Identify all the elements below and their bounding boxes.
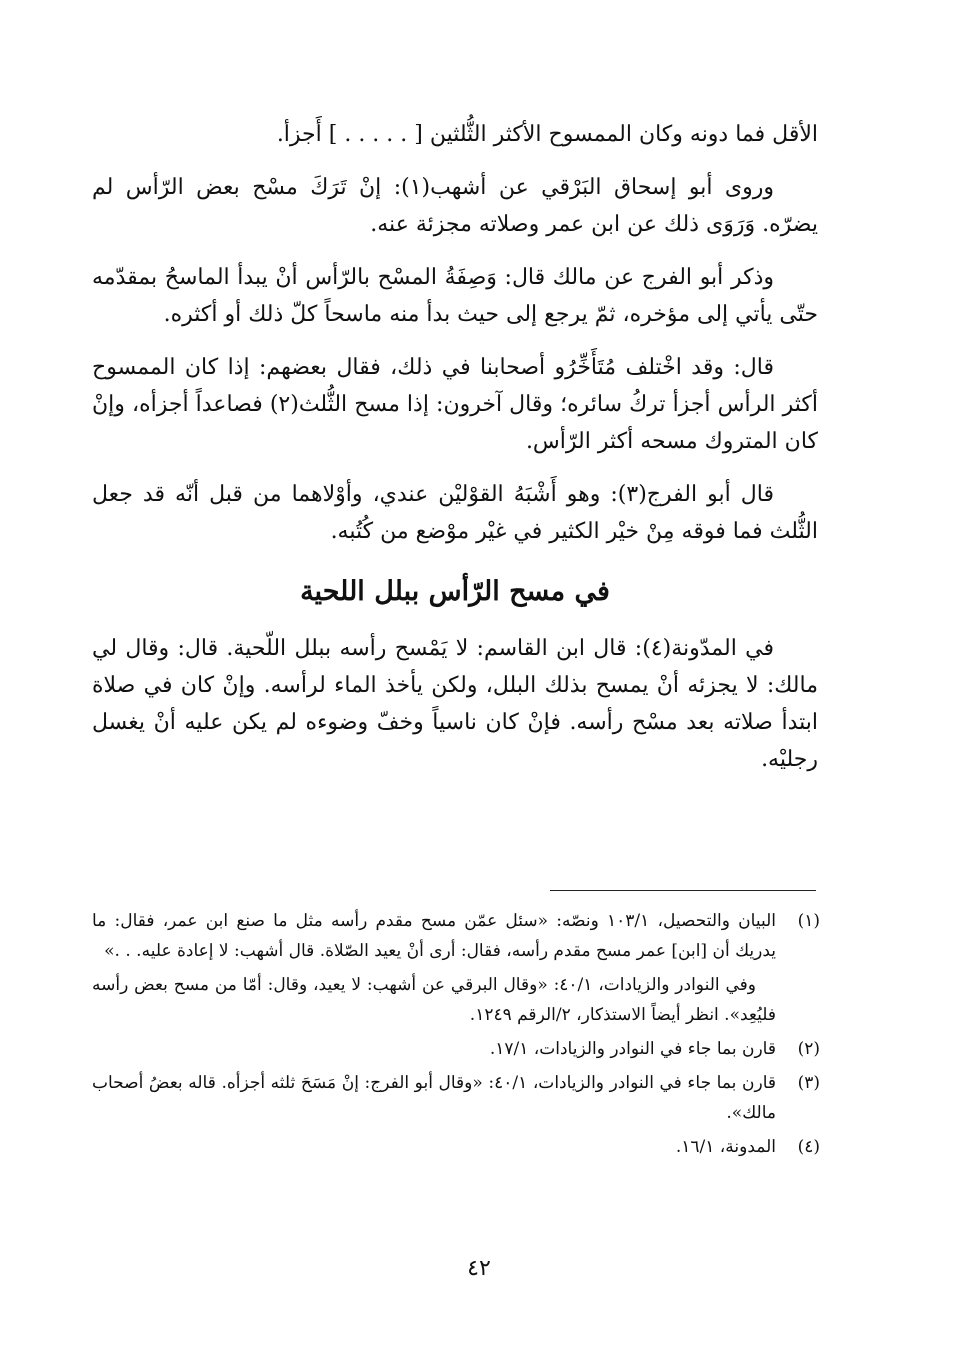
footnote-text: المدونة، ١٦/١. [675,1137,776,1157]
footnote-4 [92,1132,820,1162]
page-number: ٤٢ [467,1256,491,1281]
footnotes [92,906,820,1166]
paragraph-3: وذكر أبو الفرج عن مالك قال: وَصِفَةُ المسْح بالرّأس أنْ يبدأ الماسحُ بمقدّمه حتّى يأتي إلى مؤخره، ثمّ يرجع إلى حيث بدأ منه ماسحاً كلّ ذلك أو أكثره. [92,265,818,327]
paragraph-4: قال: وقد اخْتلف مُتَأَخِّرُو أصحابنا في ذلك، فقال بعضهم: إذا كان الممسوح أكثر الرأس أجزأ تركُ سائره؛ وقال آخرون: إذا مسح الثُّلث(٢) فصاعداً أجزأه، وإنْ كان المتروك مسحه أكثر الرّأس. [92,355,818,454]
footnote-number: (٤) [797,1137,820,1157]
paragraph-5: قال أبو الفرج(٣): وهو أَشْبَهُ القوْليْن عندي، وأوْلاهما من قبل أنّه قد جعل الثُّلث فما فوقه مِنْ خيْر الكثير في غيْر موْضع من كُتُبه. [92,482,818,544]
footnote-divider [550,890,816,891]
paragraph-2: وروى أبو إسحاق البَرْقي عن أشهب(١): إنْ تَرَكَ مسْح بعض الرّأس لم يضرّه. وَرَوَى ذلك عن ابن عمر وصلاته مجزئة عنه. [92,175,818,237]
footnote-2 [92,1034,820,1064]
footnote-1 [92,906,820,966]
footnote-text: البيان والتحصيل، ١٠٣/١ ونصّه: «سئل عمّن مسح مقدم رأسه مثل ما صنع ابن عمر، فقال: ما يدريك أن [ابن] عمر مسح مقدم رأسه، فقال: أرى أنْ يعيد الصّلاة. قال أشهب: لا إعادة عليه. . .» [92,911,776,961]
footnote-number: (٢) [797,1039,820,1059]
section-heading: في مسح الرّأس ببلل اللحية [300,576,610,607]
main-text [92,116,818,794]
footnote-number: (٣) [797,1073,820,1093]
footnote-3 [92,1068,820,1128]
footnote-1-continuation: وفي النوادر والزيادات، ٤٠/١: «وقال البرقي عن أشهب: لا يعيد، وقال: أمّا من مسح بعض رأسه فليُعِد». انظر أيضاً الاستذكار، ٢/الرقم ١٢٤٩. [92,975,776,1025]
paragraph-1: الأقل فما دونه وكان الممسوح الأكثر الثُّلثين [ . . . . . ] أَجزأ. [276,122,818,147]
footnote-text: قارن بما جاء في النوادر والزيادات، ٤٠/١: «وقال أبو الفرج: إنْ مَسَحَ ثلثه أجزأه. قاله بعضُ أصحاب مالك». [92,1073,776,1123]
paragraph-6: في المدّونة(٤): قال ابن القاسم: لا يَمْسح رأسه ببلل اللّحية. قال: وقال لي مالك: لا يجزئه أنْ يمسح بذلك البلل، ولكن يأخذ الماء لرأسه. وإنْ كان في صلاة ابتدأ صلاته بعد مسْح رأسه. فإنْ كان ناسياً وخفّ وضوءه لم يكن عليه أنْ يغسل رجليْه. [92,636,818,772]
footnote-text: قارن بما جاء في النوادر والزيادات، ١٧/١. [489,1039,776,1059]
footnote-number: (١) [797,911,820,931]
